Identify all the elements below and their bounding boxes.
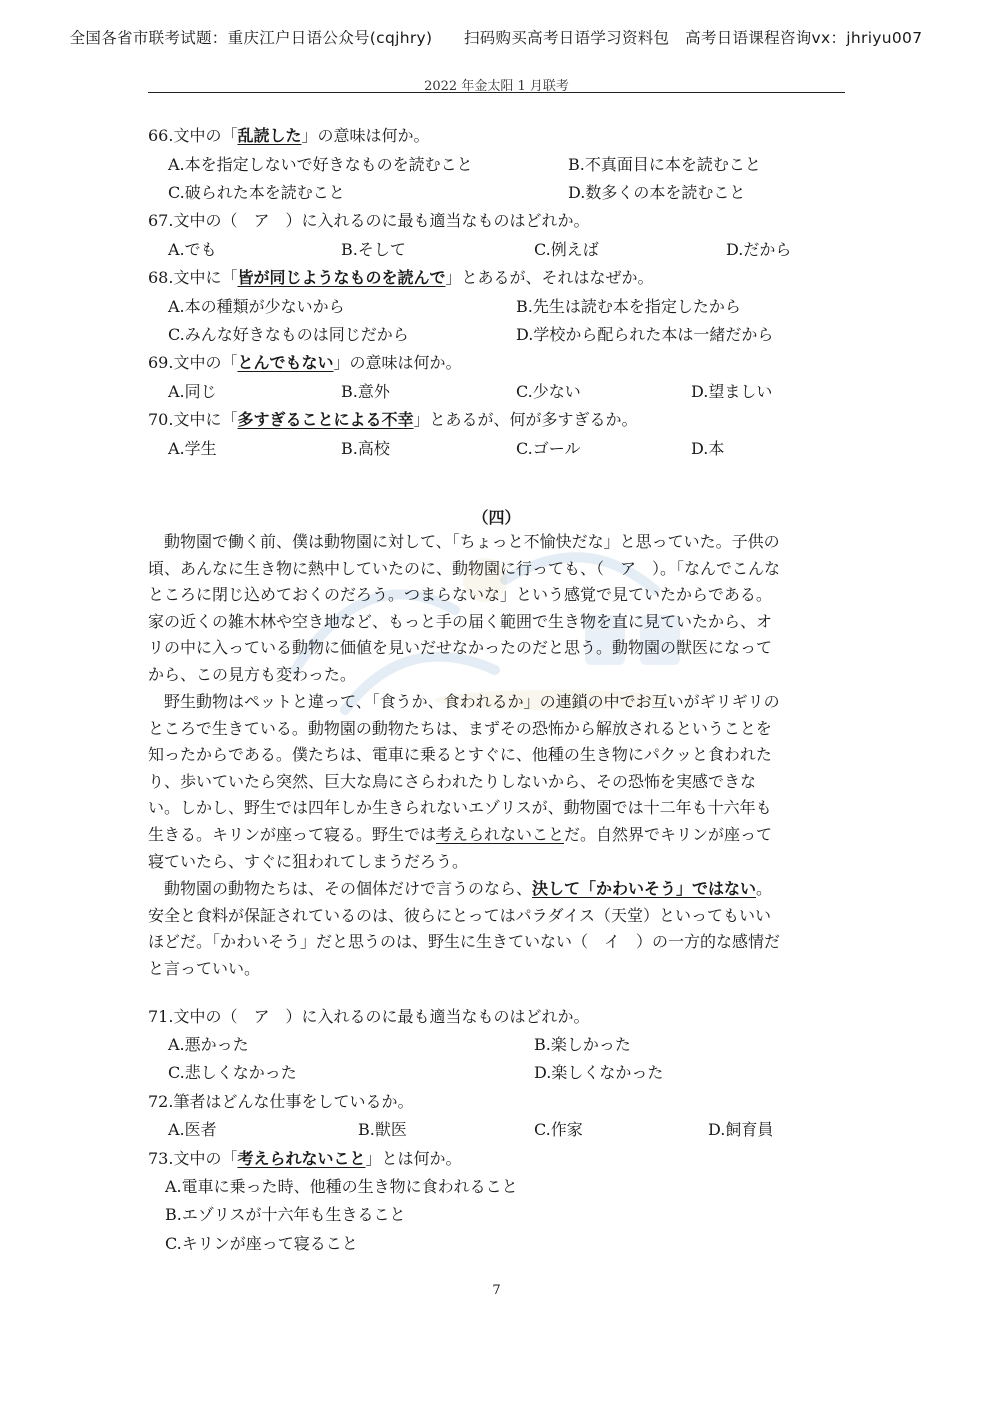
q72-option-a: A.医者 [168,1120,217,1139]
question-68: 68.文中に「皆が同じようなものを読んで」とあるが、それはなぜか。 [148,268,654,287]
header-divider [148,92,845,93]
q69-option-a: A.同じ [168,382,217,401]
passage-paragraph-2 [148,689,845,875]
passage-line: ところに閉じ込めておくのだろう。つまらないな」という感覚で見ていたからである。 [148,585,772,605]
q73-option-c: C.キリンが座って寝ること [165,1234,358,1253]
section-title: （四） [472,508,521,527]
question-70: 70.文中に「多すぎることによる不幸」とあるが、何が多すぎるか。 [148,410,638,429]
question-71: 71.文中の（ ア ）に入れるのに最も適当なものはどれか。 [148,1007,590,1026]
q69-option-b: B.意外 [341,382,390,401]
q66-option-c: C.破られた本を読むこと [168,183,345,202]
q67-option-a: A.でも [168,240,217,259]
question-69: 69.文中の「とんでもない」の意味は何か。 [148,353,462,372]
underlined-phrase: 決して「かわいそう」ではない [532,879,757,898]
q70-option-b: B.高校 [341,439,390,458]
q69-option-c: C.少ない [516,382,581,401]
q71-option-c: C.悲しくなかった [168,1063,297,1082]
page-number: 7 [492,1283,501,1298]
q73-option-a: A.電車に乗った時、他種の生き物に食われること [165,1177,518,1196]
question-66: 66.文中の「乱読した」の意味は何か。 [148,126,430,145]
underlined-phrase: 多すぎることによる不幸 [237,410,414,429]
passage-line: リの中に入っている動物に価値を見いだせなかったのだと思う。動物園の獣医になって [148,638,773,658]
passage-line: 動物園で働く前、僕は動物園に対して、「ちょっと不愉快だな」と思っていた。子供の [148,532,780,551]
passage-line: から、この見方も変わった。 [148,664,356,684]
q66-option-a: A.本を指定しないで好きなものを読むこと [168,155,473,174]
q66-option-b: B.不真面目に本を読むこと [568,155,761,174]
passage-line: り、歩いていたら突然、巨大な鳥にさらわれたりしないから、その恐怖を実感できな [148,771,757,791]
underlined-phrase: 考えられないこと [237,1149,366,1168]
q72-option-d: D.飼育員 [708,1120,774,1139]
q70-option-a: A.学生 [168,439,217,458]
passage-line: ところで生きている。動物園の動物たちは、まずその恐怖から解放されるということを [148,718,772,738]
q68-option-c: C.みんな好きなものは同じだから [168,325,409,344]
underlined-phrase: とんでもない [237,353,334,372]
q70-option-c: C.ゴール [516,439,581,458]
passage-line: 野生動物はペットと違って、「食うか、食われるか」の連鎖の中でお互いがギリギリの [148,692,780,711]
passage-line: 頃、あんなに生き物に熱中していたのに、動物園に行っても、（ ア ）。「なんでこんな [148,558,781,578]
q66-option-d: D.数多くの本を読むこと [568,183,746,202]
q70-option-d: D.本 [691,439,725,458]
q68-option-a: A.本の種類が少ないから [168,297,345,316]
q67-option-c: C.例えば [534,240,599,259]
passage-line: 家の近くの雑木林や空き地など、もっと手の届く範囲で生き物を直に見ていたから、オ [148,611,773,631]
question-72: 72.筆者はどんな仕事をしているか。 [148,1092,414,1111]
q71-option-d: D.楽しくなかった [534,1063,664,1082]
q68-option-b: B.先生は読む本を指定したから [516,297,741,316]
passage-line: 動物園の動物たちは、その個体だけで言うのなら、決して「かわいそう」ではない。 [148,879,773,898]
passage-line: 知ったからである。僕たちは、電車に乗るとすぐに、他種の生き物にパクッと食われた [148,745,772,765]
q71-option-b: B.楽しかった [534,1035,631,1054]
q72-option-c: C.作家 [534,1120,583,1139]
passage-line: 寝ていたら、すぐに狙われてしまうだろう。 [148,851,469,871]
underlined-phrase: 乱読した [237,126,302,145]
q67-option-b: B.そして [341,240,406,259]
passage-line: 生きる。キリンが座って寝る。野生では考えられないことだ。自然界でキリンが座って [148,824,773,844]
underlined-phrase: 考えられないこと [436,824,565,844]
question-73: 73.文中の「考えられないこと」とは何か。 [148,1149,462,1168]
passage-paragraph-1 [148,529,845,689]
passage-line: い。しかし、野生では四年しか生きられないエゾリスが、動物園では十二年も十六年も [148,798,772,818]
q73-option-b: B.エゾリスが十六年も生きること [165,1205,406,1224]
passage-line: と言っていい。 [148,958,261,978]
q68-option-d: D.学校から配られた本は一緒だから [516,325,774,344]
q67-option-d: D.だから [726,240,792,259]
q69-option-d: D.望ましい [691,382,773,401]
passage-line: ほどだ。「かわいそう」だと思うのは、野生に生きていない（ イ ）の一方的な感情だ [148,932,781,952]
passage-line: 安全と食料が保証されているのは、彼らにとってはパラダイス（天堂）といってもいい [148,905,772,925]
exam-title: 2022 年金太阳 1 月联考 [424,79,569,94]
question-67: 67.文中の（ ア ）に入れるのに最も適当なものはどれか。 [148,211,590,230]
q72-option-b: B.獣医 [358,1120,407,1139]
underlined-phrase: 皆が同じようなものを読んで [237,268,446,287]
passage-paragraph-3 [148,876,845,982]
q71-option-a: A.悪かった [168,1035,249,1054]
header-banner: 全国各省市联考试题：重庆江户日语公众号(cqjhry) 扫码购买高考日语学习资料包 高考日语课程咨询vx：jhriyu007 [69,29,923,47]
